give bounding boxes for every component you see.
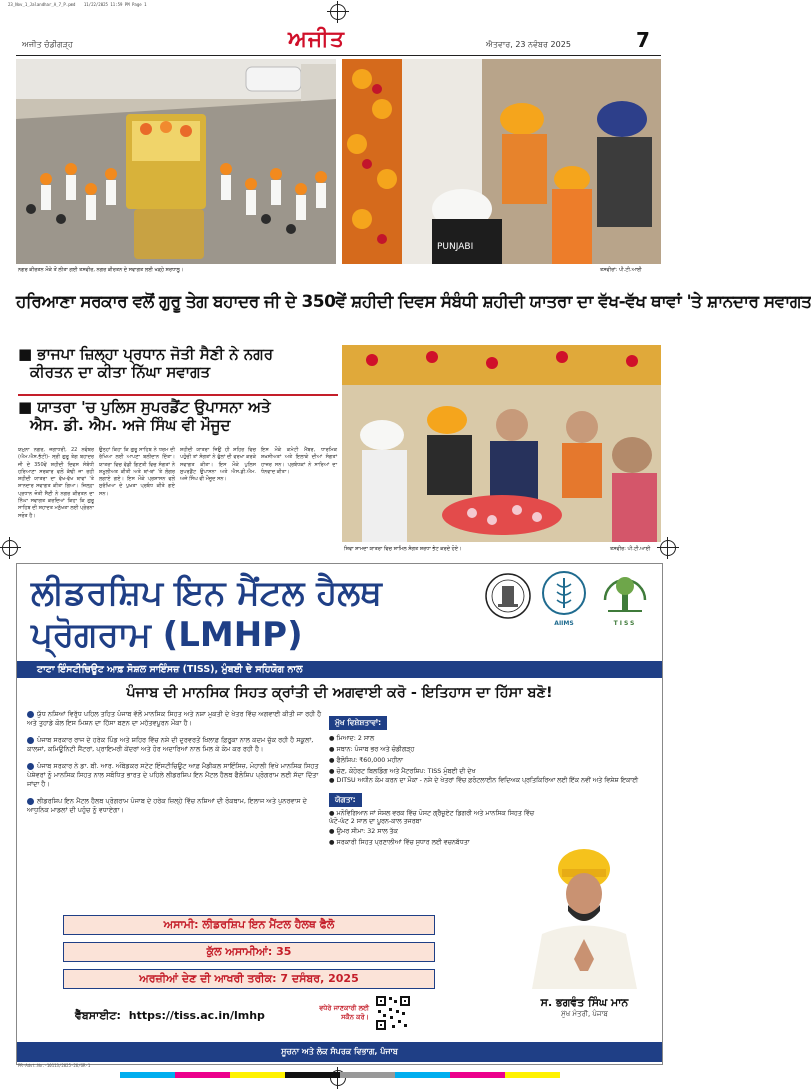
ad-title-line2: ਪ੍ਰੋਗਰਾਮ (LMHP) (31, 615, 303, 655)
bullet-divider (18, 394, 338, 396)
bullet-1-line1: ਭਾਜਪਾ ਜ਼ਿਲ੍ਹਾ ਪ੍ਰਧਾਨ ਜੋਤੀ ਸੈਣੀ ਨੇ ਨਗਰ (37, 345, 273, 363)
date-label: ਐਤਵਾਰ, 23 ਨਵੰਬਰ 2025 (486, 40, 571, 49)
qr-code-icon (374, 994, 412, 1032)
cm-title: ਮੁੱਖ ਮੰਤਰੀ, ਪੰਜਾਬ (561, 1010, 608, 1018)
website-row (75, 1009, 265, 1023)
ad-subheading: ਪੰਜਾਬ ਦੀ ਮਾਨਸਿਕ ਸਿਹਤ ਕ੍ਰਾਂਤੀ ਦੀ ਅਗਵਾਈ ਕਰੋ - ਇਤਿਹਾਸ ਦਾ ਹਿੱਸਾ ਬਣੋ! (126, 685, 553, 701)
cm-portrait-image (512, 839, 657, 989)
feature-4-bullet-icon: ● (329, 768, 337, 775)
aiims-logo (539, 570, 589, 630)
feature-3-bullet-icon: ● (329, 757, 337, 764)
bullet-2-line1: ਯਾਤਰਾ 'ਚ ਪੁਲਿਸ ਸੁਪਰਡੈਂਟ ਉਪਾਸਨਾ ਅਤੇ (37, 398, 271, 416)
print-slug-file: 23_Nov_1_Jalandhar_A_7_P.pmd (8, 2, 76, 7)
colour-swatch-yellow (230, 1072, 285, 1078)
feature-3 (329, 755, 654, 766)
eligibility-1-text: ਮਨੋਵਿਗਿਆਨ ਜਾਂ ਸੋਸ਼ਲ ਵਰਕ ਵਿੱਚ ਪੋਸਟ ਗ੍ਰੈਜੂਏਟ ਡਿਗਰੀ ਅਤੇ ਮਾਨਸਿਕ ਸਿਹਤ ਵਿੱਚ ਘੱਟੋ-ਘੱਟ 2 ਸਾਲ ਦਾ ਪੂਰਨ-ਕਾਲ ਤਜਰਬਾ (329, 810, 535, 825)
colour-swatch-yellow-2 (505, 1072, 560, 1078)
article-column-2: ਉਨ੍ਹਾਂ ਕਿਹਾ ਕਿ ਗੁਰੂ ਸਾਹਿਬ ਨੇ ਧਰਮ ਦੀ ਰੱਖਿਆ ਲਈ ਆਪਣਾ ਬਲੀਦਾਨ ਦਿੱਤਾ। ਯਾਤਰਾ ਵਿਚ ਵੱਡੀ ਗਿਣਤੀ ਵਿਚ ਸੰਗਤਾਂ ਨੇ ਸ਼ਮੂਲੀਅਤ ਕੀਤੀ ਅਤੇ ਥਾਂ-ਥਾਂ 'ਤੇ ਲੰਗਰ ਲਗਾਏ ਗਏ। ਇਸ ਮੌਕੇ ਪ੍ਰਸ਼ਾਸਨ ਵਲੋਂ ਸੁਰੱਖਿਆ ਦੇ ਪੁਖ਼ਤਾ ਪ੍ਰਬੰਧ ਕੀਤੇ ਗਏ ਸਨ। (99, 447, 175, 497)
para-bullet-icon (27, 737, 34, 744)
devotees-photo-image (342, 59, 661, 264)
svg-text:PUNJABI: PUNJABI (437, 242, 474, 252)
cm-name-block (512, 996, 657, 1019)
feature-4-text: ਚੋਣ, ਕੋਹੋਰਟ ਬਿਲਡਿੰਗ ਅਤੇ ਮੈਂਟਰਸ਼ਿਪ: TISS ਮੁੰਬਈ ਦੀ ਦੇਖ (336, 768, 476, 775)
aiims-emblem-icon (541, 570, 587, 616)
procession-photo-image (16, 59, 336, 264)
masthead-logo: ਅਜੀਤ (288, 26, 345, 52)
ad-features (329, 710, 654, 848)
ad-paragraph-3 (27, 762, 327, 789)
eligibility-2-text: ਉਮਰ ਸੀਮਾ: 32 ਸਾਲ ਤੱਕ (336, 828, 398, 835)
cm-portrait (512, 839, 657, 989)
bullet-1-line2: ਕੀਰਤਨ ਦਾ ਕੀਤਾ ਨਿੱਘਾ ਸਵਾਗਤ (30, 363, 211, 381)
feature-3-text: ਫੈਲੋਸ਼ਿਪ: ₹60,000 ਮਹੀਨਾ (336, 757, 403, 764)
bullet-2-dot: ■ (18, 398, 38, 416)
tiss-label: TISS (613, 620, 637, 627)
header-rule (16, 55, 661, 56)
feature-5-text: DITSU ਅਧੀਨ ਕੰਮ ਕਰਨ ਦਾ ਮੌਕਾ - ਨਸ਼ੇ ਦੇ ਖੇਤਰਾਂ ਵਿੱਚ ਫ਼ਰੰਟਲਾਈਨ ਵਿਦਿਅਕ ਪ੍ਰਤਿਕਿਰਿਆ ਲਈ ਇੱਕ ਨਵੀਂ ਅਤੇ ਵਿਸ਼ੇਸ਼ ਇਕਾਈ (336, 777, 638, 784)
feature-1-text: ਮਿਆਦ: 2 ਸਾਲ (336, 735, 375, 742)
article-photo-image (342, 345, 661, 542)
colour-calibration-bar (120, 1072, 560, 1078)
devotees-photo-credit: ਤਸਵੀਰਾਂ: ਪੀ.ਟੀ.ਆਈ (600, 267, 642, 273)
registration-mark-right (660, 540, 676, 556)
ad-collab-band (17, 661, 662, 678)
article-headline: ਹਰਿਆਣਾ ਸਰਕਾਰ ਵਲੋਂ ਗੁਰੂ ਤੇਗ ਬਹਾਦਰ ਜੀ ਦੇ 350ਵੇਂ ਸ਼ਹੀਦੀ ਦਿਵਸ ਸੰਬੰਧੀ ਸ਼ਹੀਦੀ ਯਾਤਰਾ ਦਾ ਵੱਖ-ਵੱਖ ਥਾਵਾਂ 'ਤੇ ਸ਼ਾਨਦਾਰ ਸਵਾਗਤ (16, 292, 811, 312)
vacancies-box: ਕੁੱਲ ਅਸਾਮੀਆਂ: 35 (63, 942, 435, 962)
colour-swatch-cyan-2 (395, 1072, 450, 1078)
ad-paragraph-2-text: ਪੰਜਾਬ ਸਰਕਾਰ ਰਾਜ ਦੇ ਹਰੇਕ ਪਿੰਡ ਅਤੇ ਸ਼ਹਿਰ ਵਿੱਚ ਨਸ਼ੇ ਦੀ ਦੁਰਵਰਤੋਂ ਖ਼ਿਲਾਫ਼ ਫ਼ਿਰੂਕਾ ਨਾਲ ਕਦਮ ਚੁੱਕ ਰਹੀ ਹੈ ਸਕੂਲਾਂ, ਕਾਲਜਾਂ, ਕਮਿਊਨਿਟੀ ਸੈਂਟਰਾਂ, ਪ੍ਰਾਇਮਰੀ ਕੇਂਦਰਾਂ ਅਤੇ ਹੋਰ ਅਦਾਰਿਆਂ ਨਾਲ ਮਿਲ ਕੇ ਕੰਮ ਕਰ ਰਹੀ ਹੈ। (27, 736, 314, 753)
procession-photo-caption: ਨਗਰ ਕੀਰਤਨ ਮੌਕੇ ਤੋਂ ਲੀਤਾ ਗਈ ਤਸਵੀਰ, ਨਗਰ ਕੀਰਤਨ ਦੇ ਸਵਾਗਤ ਲਈ ਖੜ੍ਹੇ ਸ਼ਰਧਾਲੂ। (18, 267, 184, 273)
qr-code[interactable] (374, 994, 412, 1032)
eligibility-2-bullet-icon: ● (329, 828, 337, 835)
qr-prompt: ਵਧੇਰੇ ਜਾਣਕਾਰੀ ਲਈ ਸਕੈਨ ਕਰੋ। (319, 1004, 369, 1021)
website-label: ਵੈੱਬਸਾਈਟ: (75, 1009, 121, 1022)
para-bullet-icon (27, 763, 34, 770)
punjab-emblem-icon (484, 570, 532, 630)
tiss-tree-icon (600, 570, 650, 616)
print-slug (8, 2, 146, 7)
ad-title-line1: ਲੀਡਰਸ਼ਿਪ ਇਨ ਮੈਂਟਲ ਹੈਲਥ (31, 573, 382, 613)
colour-swatch-black (285, 1072, 340, 1078)
punjab-emblem-logo (484, 570, 532, 630)
devotees-photo (342, 59, 661, 264)
article-column-3: ਸ਼ਹੀਦੀ ਯਾਤਰਾ ਜਿਉਂ ਹੀ ਸ਼ਹਿਰ ਵਿਚ ਪਹੁੰਚੀ ਤਾਂ ਸੰਗਤਾਂ ਨੇ ਫੁੱਲਾਂ ਦੀ ਵਰਖਾ ਕਰਕੇ ਸਵਾਗਤ ਕੀਤਾ। ਇਸ ਮੌਕੇ ਪੁਲਿਸ ਸੁਪਰਡੈਂਟ ਉਪਾਸਨਾ ਅਤੇ ਐਸ.ਡੀ.ਐਮ. ਅਜੇ ਸਿੰਘ ਵੀ ਮੌਜੂਦ ਸਨ। (180, 447, 256, 483)
feature-5-bullet-icon: ● (329, 777, 337, 784)
ad-paragraph-1 (27, 710, 327, 728)
lmhp-advertisement (16, 563, 663, 1065)
ad-collab-text: ਟਾਟਾ ਇੰਸਟੀਚਿਊਟ ਆਫ਼ ਸੋਸ਼ਲ ਸਾਇੰਸਜ਼ (TISS), ਮੁੰਬਈ ਦੇ ਸਹਿਯੋਗ ਨਾਲ (37, 664, 303, 675)
feature-2-text: ਸਥਾਨ: ਪੰਜਾਬ ਭਰ ਅਤੇ ਚੰਡੀਗੜ੍ਹ (336, 746, 415, 753)
feature-1-bullet-icon: ● (329, 735, 337, 742)
page-header (16, 26, 661, 56)
bullet-1-dot: ■ (18, 345, 38, 363)
tiss-logo (597, 570, 653, 630)
article-photo-credit: ਤਸਵੀਰ: ਪੀ.ਟੀ.ਆਈ (610, 546, 651, 552)
colour-swatch-magenta-2 (450, 1072, 505, 1078)
para-bullet-icon (27, 798, 34, 805)
para-bullet-icon (27, 711, 34, 718)
colour-swatch-magenta (175, 1072, 230, 1078)
bullet-2 (18, 398, 338, 434)
colour-swatch-cyan (120, 1072, 175, 1078)
ad-code: PR-Advt.No.-10113/2025-26/GR-1 (18, 1063, 91, 1068)
feature-4 (329, 766, 654, 777)
colour-swatch-grey (340, 1072, 395, 1078)
eligibility-3-bullet-icon: ● (329, 839, 337, 846)
article-photo (342, 345, 661, 542)
eligibility-1-bullet-icon: ● (329, 810, 337, 817)
ad-paragraphs (27, 710, 327, 815)
page-number: 7 (636, 28, 650, 52)
eligibility-heading: ਯੋਗਤਾ: (329, 793, 362, 807)
registration-mark-left (2, 540, 18, 556)
procession-photo (16, 59, 336, 264)
eligibility-1 (329, 810, 544, 826)
ad-paragraph-2 (27, 736, 327, 754)
edition-label: ਅਜੀਤ ਚੰਡੀਗੜ੍ਹ (22, 40, 73, 49)
print-slug-meta: 11/22/2025 11:59 PM Page 1 (83, 2, 147, 7)
ad-footer-band (17, 1042, 662, 1062)
ad-paragraph-3-text: ਪੰਜਾਬ ਸਰਕਾਰ ਨੇ ਡਾ. ਬੀ. ਆਰ. ਅੰਬੇਡਕਰ ਸਟੇਟ ਇੰਸਟੀਚਿਊਟ ਆਫ਼ ਮੈਡੀਕਲ ਸਾਇੰਸਿਜ਼, ਮੋਹਾਲੀ ਵਿਖੇ ਮਾਨਸਿਕ ਸਿਹਤ ਪੇਸ਼ੇਵਰਾਂ ਨੂੰ ਮਾਨਸਿਕ ਸਿਹਤ ਨਾਲ ਸਬੰਧਿਤ ਭਾਰਤ ਦੇ ਪਹਿਲੇ ਲੀਡਰਸ਼ਿਪ ਇਨ ਮੈਂਟਲ ਹੈਲਥ ਫੈਲੋਸ਼ਿਪ ਪ੍ਰੋਗਰਾਮ ਲਈ ਸੱਦਾ ਦਿੱਤਾ ਜਾਂਦਾ ਹੈ। (27, 762, 319, 788)
article-photo-caption: ਸ਼ਿਵਾ ਸ਼ਾਮਦਾ ਯਾਤਰਾ ਵਿਚ ਸ਼ਾਮਿਲ ਸੰਗਤ ਸ਼ਰਧਾ ਭੇਟ ਕਰਦੇ ਹੋਏ। (344, 546, 462, 552)
eligibility-2 (329, 826, 654, 837)
article-column-1: ਯਮੁਨਾ ਨਗਰ, ਜਗਾਧਰੀ, 22 ਨਵੰਬਰ (ਐਮ.ਐਸ.ਭੱਟੀ)- ਸ੍ਰੀ ਗੁਰੂ ਤੇਗ ਬਹਾਦਰ ਜੀ ਦੇ 350ਵੇਂ ਸ਼ਹੀਦੀ ਦਿਵਸ ਸੰਬੰਧੀ ਹਰਿਆਣਾ ਸਰਕਾਰ ਵਲੋਂ ਕੱਢੀ ਜਾ ਰਹੀ ਸ਼ਹੀਦੀ ਯਾਤਰਾ ਦਾ ਵੱਖ-ਵੱਖ ਥਾਵਾਂ 'ਤੇ ਸ਼ਾਨਦਾਰ ਸਵਾਗਤ ਕੀਤਾ ਗਿਆ। ਜ਼ਿਲ੍ਹਾ ਪ੍ਰਧਾਨ ਜੋਤੀ ਸੈਣੀ ਨੇ ਨਗਰ ਕੀਰਤਨ ਦਾ ਨਿੱਘਾ ਸਵਾਗਤ ਕਰਦਿਆਂ ਕਿਹਾ ਕਿ ਗੁਰੂ ਸਾਹਿਬ ਦੀ ਸ਼ਹਾਦਤ ਮਨੁੱਖਤਾ ਲਈ ਪ੍ਰੇਰਨਾ ਸਰੋਤ ਹੈ। (18, 447, 94, 519)
feature-2 (329, 744, 654, 755)
ad-paragraph-1-text: ਯੁੱਧ ਨਸ਼ਿਆਂ ਵਿਰੁੱਧ ਪਹਿਲ ਤਹਿਤ ਪੰਜਾਬ ਵੱਲੋਂ ਮਾਨਸਿਕ ਸਿਹਤ ਅਤੇ ਨਸ਼ਾ ਮੁਕਤੀ ਦੇ ਖੇਤਰ ਵਿੱਚ ਅਗਵਾਈ ਕੀਤੀ ਜਾ ਰਹੀ ਹੈ ਅਤੇ ਤੁਹਾਡੇ ਕੋਲ ਇਸ ਮਿਸ਼ਨ ਦਾ ਹਿੱਸਾ ਬਣਨ ਦਾ ਮਹੱਤਵਪੂਰਨ ਮੌਕਾ ਹੈ। (27, 710, 322, 727)
feature-5 (329, 777, 654, 785)
feature-2-bullet-icon: ● (329, 746, 337, 753)
bullet-1 (18, 345, 338, 381)
ad-footer-text: ਸੂਚਨਾ ਅਤੇ ਲੋਕ ਸੰਪਰਕ ਵਿਭਾਗ, ਪੰਜਾਬ (281, 1047, 398, 1056)
eligibility-3-text: ਸਰਕਾਰੀ ਸਿਹਤ ਪ੍ਰਣਾਲੀਆਂ ਵਿੱਚ ਸੁਧਾਰ ਲਈ ਵਚਨਬੱਧਤਾ (336, 839, 470, 846)
ad-title (31, 572, 382, 656)
deadline-box: ਅਰਜ਼ੀਆਂ ਦੇਣ ਦੀ ਆਖਰੀ ਤਰੀਕ: 7 ਦਸੰਬਰ, 2025 (63, 969, 435, 989)
bullet-2-line2: ਐਸ. ਡੀ. ਐਮ. ਅਜੇ ਸਿੰਘ ਵੀ ਮੌਜੂਦ (30, 416, 231, 434)
website-link[interactable]: https://tiss.ac.in/lmhp (128, 1009, 265, 1022)
article-column-4: ਇਸ ਮੌਕੇ ਕਮੇਟੀ ਮੈਂਬਰ, ਧਾਰਮਿਕ ਸ਼ਖ਼ਸੀਅਤਾਂ ਅਤੇ ਇਲਾਕੇ ਦੀਆਂ ਸੰਗਤਾਂ ਹਾਜ਼ਰ ਸਨ। ਪ੍ਰਬੰਧਕਾਂ ਨੇ ਸਾਰਿਆਂ ਦਾ ਧੰਨਵਾਦ ਕੀਤਾ। (261, 447, 337, 475)
ad-paragraph-4 (27, 797, 327, 815)
features-heading: ਮੁੱਖ ਵਿਸ਼ੇਸ਼ਤਾਵਾਂ: (329, 716, 387, 730)
post-box: ਅਸਾਮੀ: ਲੀਡਰਸ਼ਿਪ ਇਨ ਮੈਂਟਲ ਹੈਲਥ ਫੈਲੋ (63, 915, 435, 935)
cm-name: ਸ. ਭਗਵੰਤ ਸਿੰਘ ਮਾਨ (540, 996, 629, 1009)
feature-1 (329, 733, 654, 744)
aiims-label: AIIMS (554, 620, 574, 627)
ad-paragraph-4-text: ਲੀਡਰਸ਼ਿਪ ਇਨ ਮੈਂਟਲ ਹੈਲਥ ਪ੍ਰੋਗਰਾਮ ਪੰਜਾਬ ਦੇ ਹਰੇਕ ਜ਼ਿਲ੍ਹੇ ਵਿੱਚ ਨਸ਼ਿਆਂ ਦੀ ਰੋਕਥਾਮ, ਇਲਾਜ ਅਤੇ ਪੁਨਰਵਾਸ ਦੇ ਆਧੁਨਿਕ ਮਾਡਲਾਂ ਦੀ ਪਹੁੰਚ ਨੂੰ ਵਧਾਏਗਾ। (27, 797, 307, 814)
registration-mark-top (330, 4, 346, 20)
